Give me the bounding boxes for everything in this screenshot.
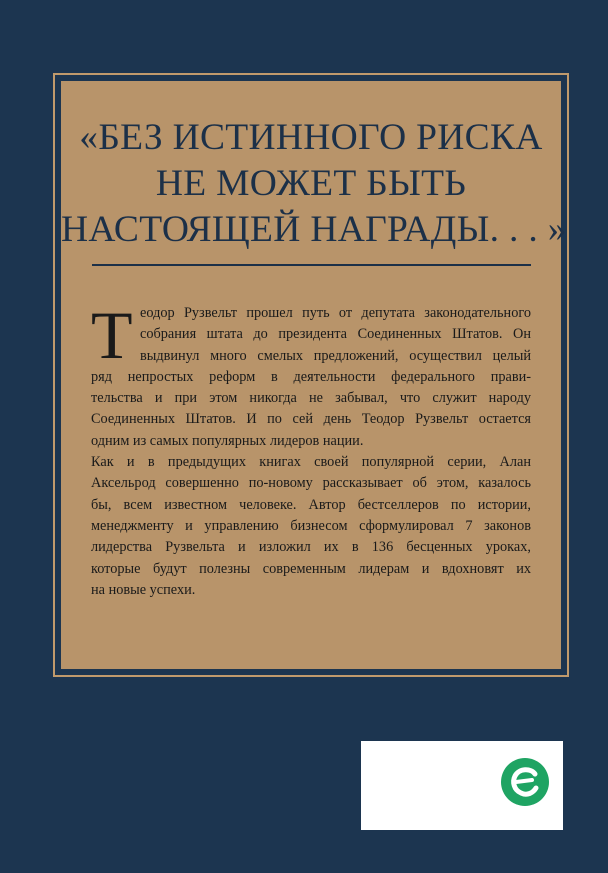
eksmo-logo-icon [501,758,549,806]
description-text [91,297,531,601]
drop-cap: Т [91,297,133,373]
text-line: одним из самых популярных лидеров нации. [91,432,364,449]
description-paragraph-1 [91,297,531,452]
text-line: бы, всем известном человеке. Автор бестселлеров по истории, [91,496,531,513]
text-line: Как и в предыдущих книгах своей популярной серии, Алан [91,454,531,471]
quote-line: НАСТОЯЩЕЙ НАГРАДЫ. . . » [61,209,567,250]
text-line: тельства и при этом никогда не забывал, что служит народу [91,390,531,407]
quote-line: «БЕЗ ИСТИННОГО РИСКА [79,117,543,158]
text-line: лидерства Рузвельта и изложил их в 136 бесценных уроках, [91,539,531,556]
description-paragraph-2 [91,452,531,601]
quote-divider [92,264,531,266]
text-line: менеджменту и управлению бизнесом сформулировал 7 законов [91,517,531,534]
text-line: еодор Рузвельт прошел путь от депутата законодательного [140,305,531,321]
text-line: Аксельрод совершенно по-новому рассказывает об этом, казалось [91,475,531,492]
text-line: выдвинул много смелых предложений, осуществил целый [140,347,531,364]
text-line: Соединенных Штатов. И по сей день Теодор Рузвельт остается [91,411,531,428]
text-line: на новые успехи. [91,581,196,598]
quote-line: НЕ МОЖЕТ БЫТЬ [155,163,467,204]
text-panel [61,81,567,669]
text-line: которые будут полезны современным лидерам и вдохновят их [91,560,531,577]
cover-quote [61,115,567,253]
text-line: ряд непростых реформ в деятельности федерального прави- [91,368,531,385]
text-line: собрания штата до президента Соединенных Штатов. Он [140,326,531,343]
